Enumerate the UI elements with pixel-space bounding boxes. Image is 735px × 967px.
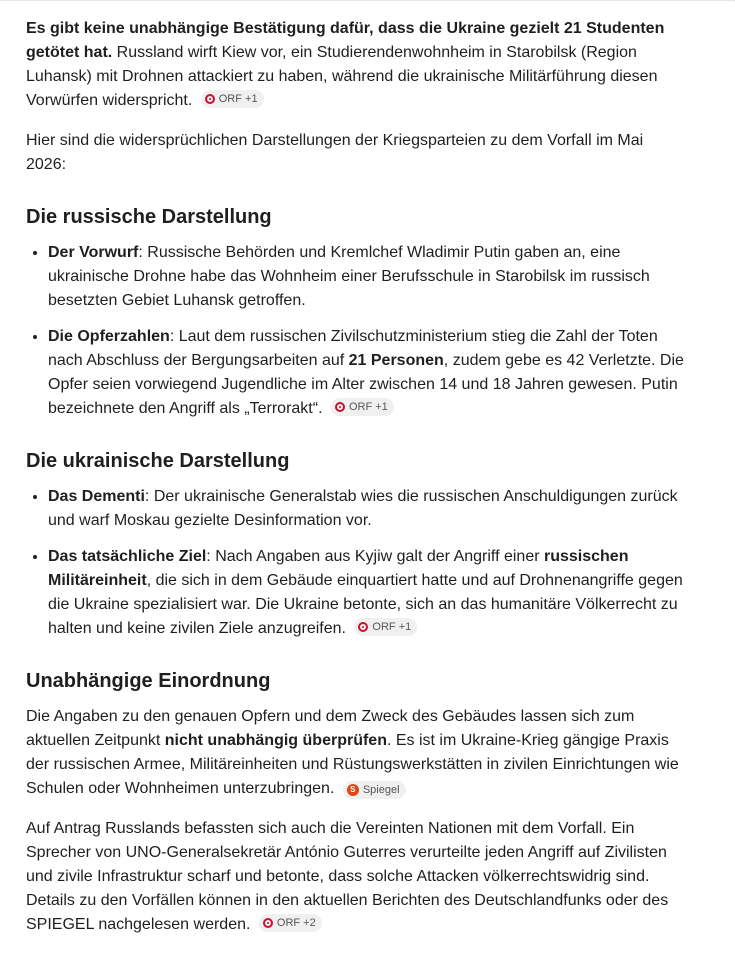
list-item-bold: Das Dementi: [48, 488, 145, 505]
list-item-bold-inline: russischen Militäreinheit: [48, 548, 629, 589]
heading-ukrainian: Die ukrainische Darstellung: [26, 450, 290, 472]
list-item: [48, 241, 686, 313]
heading-independent: Unabhängige Einordnung: [26, 670, 271, 692]
orf-source-icon: [335, 402, 345, 412]
paragraph-bold: nicht unabhängig überprüfen: [164, 732, 387, 749]
list-item-text: : Laut dem russischen Zivilschutzministerium stieg die Zahl der Toten nach Abschluss der Bergungsarbeiten auf: [48, 328, 658, 369]
list-item: [48, 325, 686, 421]
source-chip-label: Spiegel: [362, 784, 400, 796]
list-item: [48, 485, 686, 533]
list-item: [48, 545, 686, 641]
intro-paragraph: [26, 17, 686, 113]
heading-russian: Die russische Darstellung: [26, 206, 272, 228]
ukrainian-list: [26, 485, 686, 641]
orf-source-icon: [263, 918, 273, 928]
independent-paragraph-1: [26, 705, 686, 801]
intro-text: Russland wirft Kiew vor, ein Studierendenwohnheim in Starobilsk (Region Luhansk) mit Drohnen attackiert zu haben, während die ukrainische Militärführung diesen Vorwürfen widerspricht.: [26, 44, 658, 109]
paragraph-text: Die Angaben zu den genauen Opfern und dem Zweck des Gebäudes lassen sich zum aktuellen Zeitpunkt: [26, 708, 635, 749]
source-chip-label: ORF +1: [218, 93, 258, 105]
source-chip-label: ORF +1: [372, 621, 412, 633]
source-chip-orf[interactable]: [354, 618, 417, 636]
russian-list: [26, 241, 686, 421]
orf-source-icon: [205, 94, 215, 104]
top-divider: [0, 0, 735, 1]
orf-source-icon: [358, 622, 368, 632]
source-chip-spiegel[interactable]: [343, 781, 406, 799]
source-chip-orf[interactable]: [201, 90, 264, 108]
list-item-text: , die sich in dem Gebäude einquartiert hatte und auf Drohnenangriffe gegen die Ukraine spezialisiert war. Die Ukraine betonte, sich an das humanitäre Völkerrecht zu halten und keine zivilen Ziele anzugreifen.: [48, 572, 683, 637]
list-item-text: : Der ukrainische Generalstab wies die russischen Anschuldigungen zurück und warf Moskau gezielte Desinformation vor.: [48, 488, 678, 529]
independent-paragraph-2: [26, 817, 686, 937]
intro-bold-lead: Es gibt keine unabhängige Bestätigung dafür, dass die Ukraine gezielt 21 Studenten getötet hat.: [26, 20, 665, 61]
list-item-text: : Nach Angaben aus Kyjiw galt der Angriff einer: [206, 548, 544, 565]
source-chip-label: ORF +2: [276, 917, 316, 929]
intro-paragraph-2: Hier sind die widersprüchlichen Darstellungen der Kriegsparteien zu dem Vorfall im Mai 2026:: [26, 132, 644, 173]
paragraph-text: Auf Antrag Russlands befassten sich auch die Vereinten Nationen mit dem Vorfall. Ein Sprecher von UNO-Generalsekretär António Guterres verurteilte jeden Angriff auf Zivilisten und zivile Infrastruktur scharf und betonte, dass solche Attacken völkerrechtswidrig sind. Details zu den Vorfällen können in den aktuellen Berichten des Deutschlandfunks oder des SPIEGEL nachgelesen werden.: [26, 820, 669, 933]
source-chip-orf[interactable]: [331, 398, 394, 416]
list-item-bold: Die Opferzahlen: [48, 328, 170, 345]
list-item-bold: Der Vorwurf: [48, 244, 139, 261]
answer-content: [26, 17, 686, 953]
spiegel-source-icon: S: [347, 784, 359, 796]
source-chip-label: ORF +1: [348, 401, 388, 413]
list-item-text: , zudem gebe es 42 Verletzte. Die Opfer seien vorwiegend Jugendliche im Alter zwischen 14 und 18 Jahren gewesen. Putin bezeichnete den Angriff als „Terrorakt“.: [48, 352, 684, 417]
paragraph-text: . Es ist im Ukraine-Krieg gängige Praxis der russischen Armee, Militäreinheiten und Rüstungswerkstätten in zivilen Einrichtungen wie Schulen oder Wohnheimen unterzubringen.: [26, 732, 679, 797]
list-item-bold-inline: 21 Personen: [348, 352, 444, 369]
list-item-text: : Russische Behörden und Kremlchef Wladimir Putin gaben an, eine ukrainische Drohne habe das Wohnheim einer Berufsschule in Starobilsk im russisch besetzten Gebiet Luhansk getroffen.: [48, 244, 650, 309]
list-item-bold: Das tatsächliche Ziel: [48, 548, 207, 565]
source-chip-orf[interactable]: [259, 914, 322, 932]
